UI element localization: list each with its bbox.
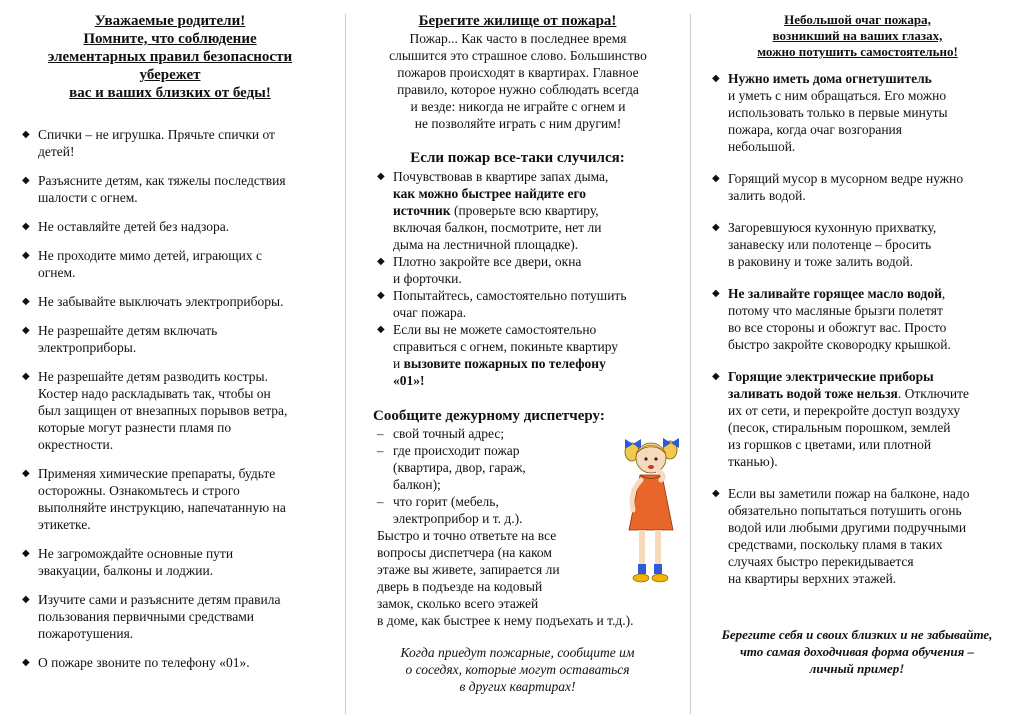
paragraph-line: этаже вы живете, запирается ли <box>377 562 560 577</box>
list-item <box>22 126 322 160</box>
list-item-line: Не проходите мимо детей, играющих с <box>38 248 262 263</box>
list-item-line: Не забывайте выключать электроприборы. <box>38 294 284 309</box>
list-item-line: О пожаре звоните по телефону «01». <box>38 655 250 670</box>
list-item-line: шалости с огнем. <box>38 190 138 205</box>
bullet-icon: ◆ <box>712 371 720 382</box>
intro-line: правило, которое нужно соблюдать всегда <box>397 82 639 97</box>
list-item-line: Изучите сами и разъясните детям правила <box>38 592 281 607</box>
list-item-line: Разъясните детям, как тяжелы последствия <box>38 173 286 188</box>
bullet-icon: ◆ <box>377 171 385 182</box>
emphasis-text: Нужно иметь дома огнетушитель <box>728 71 932 86</box>
dispatcher-subtitle: Сообщите дежурному диспетчеру: <box>373 408 605 424</box>
list-item-line: быстро закройте сковородку крышкой. <box>728 337 951 352</box>
list-item-line: Если вы заметили пожар на балконе, надо <box>728 486 970 501</box>
bullet-icon: ◆ <box>22 250 30 261</box>
closing-message <box>694 626 1020 677</box>
bullet-icon: ◆ <box>22 371 30 382</box>
list-item <box>377 493 607 527</box>
list-item-line: был защищен от внезапных порывов ветра, <box>38 403 288 418</box>
bullet-icon: ◆ <box>22 657 30 668</box>
list-item-line: занавеску или полотенце – бросить <box>728 237 932 252</box>
list-item-line <box>728 368 1017 385</box>
bullet-icon: ◆ <box>712 288 720 299</box>
list-item-line: что горит (мебель, <box>393 494 499 509</box>
neighbors-note <box>355 644 680 695</box>
bullet-icon: ◆ <box>22 325 30 336</box>
intro-line: слышится это страшное слово. Большинство <box>389 48 647 63</box>
bullet-icon: ◆ <box>712 173 720 184</box>
paragraph-line: вопросы диспетчера (на каком <box>377 545 552 560</box>
bullet-icon: ◆ <box>712 73 720 84</box>
list-item <box>22 293 322 310</box>
list-item-line: пользования первичными средствами <box>38 609 254 624</box>
note-line: Когда приедут пожарные, сообщите им <box>400 645 635 660</box>
intro-line: и везде: никогда не играйте с огнем и <box>410 99 626 114</box>
bullet-icon: ◆ <box>377 290 385 301</box>
list-item-line: дыма на лестничной площадке). <box>393 237 579 252</box>
small-fire-list <box>712 70 1017 587</box>
list-item-line: Загоревшуюся кухонную прихватку, <box>728 220 937 235</box>
list-item <box>22 591 322 642</box>
list-item <box>712 368 1017 470</box>
intro-line: не позволяйте играть с ним другим! <box>414 116 622 131</box>
list-item-line <box>728 285 1017 302</box>
column-small-fire <box>690 0 1024 724</box>
emphasis-text: «01»! <box>393 373 425 388</box>
list-item-line: Если вы не можете самостоятельно <box>393 322 597 337</box>
bullet-icon: ◆ <box>22 296 30 307</box>
list-item-line: очаг пожара. <box>393 305 467 320</box>
list-item-line: пожара, когда очаг возгорания <box>728 122 902 137</box>
bullet-icon: ◆ <box>22 221 30 232</box>
list-item-line: где происходит пожар <box>393 443 520 458</box>
parents-rules-list <box>22 126 322 671</box>
list-item-line <box>393 355 677 372</box>
list-item <box>377 287 677 321</box>
list-item-line: в раковину и тоже залить водой. <box>728 254 914 269</box>
bullet-icon: ◆ <box>22 468 30 479</box>
emphasis-text: вызовите пожарных по телефону <box>403 356 606 371</box>
paragraph-line: в доме, как быстрее к нему подъехать и т.д.). <box>377 613 634 628</box>
emphasis-text: как можно быстрее найдите его <box>393 186 586 201</box>
emphasis-text: Горящие электрические приборы <box>728 369 934 384</box>
list-item <box>712 170 1017 204</box>
small-fire-title-line: можно потушить самостоятельно! <box>757 44 958 59</box>
bullet-icon: ◆ <box>22 175 30 186</box>
list-item-line: тканью). <box>728 454 778 469</box>
list-item-line: Не разрешайте детям разводить костры. <box>38 369 268 384</box>
list-item-line: Спички – не игрушка. Прячьте спички от <box>38 127 275 142</box>
paragraph-line: замок, сколько всего этажей <box>377 596 539 611</box>
list-item-line: использовать только в первые минуты <box>728 105 948 120</box>
list-item-line: Применяя химические препараты, будьте <box>38 466 276 481</box>
list-item-text: . Отключите <box>897 386 970 401</box>
parents-title-line: элементарных правил безопасности <box>47 49 293 65</box>
list-item-line <box>728 70 1017 87</box>
list-item-text: (проверьте всю квартиру, <box>450 203 599 218</box>
list-item-line: из горшков с цветами, или плотной <box>728 437 932 452</box>
list-item-line: справиться с огнем, покиньте квартиру <box>393 339 619 354</box>
list-item-line: на квартиры верхних этажей. <box>728 571 897 586</box>
list-item-line: включая балкон, посмотрите, нет ли <box>393 220 602 235</box>
list-item-line: водой или любыми другими подручными <box>728 520 967 535</box>
paragraph-line: дверь в подъезде на кодовый <box>377 579 543 594</box>
parents-title-line: убережет <box>139 67 201 83</box>
list-item-line: электроприборы. <box>38 340 137 355</box>
bullet-icon: ◆ <box>22 548 30 559</box>
list-item-line: эвакуации, балконы и лоджии. <box>38 563 214 578</box>
list-item-line: балкон); <box>393 477 441 492</box>
list-item <box>377 253 677 287</box>
list-item-line: потому что масляные брызги полетят <box>728 303 943 318</box>
list-item <box>22 322 322 356</box>
list-item <box>712 219 1017 270</box>
dash-icon: – <box>377 443 384 458</box>
emphasis-text: Не заливайте горящее масло водой <box>728 286 942 301</box>
if-fire-subtitle: Если пожар все-таки случился: <box>410 150 625 166</box>
list-item <box>712 70 1017 155</box>
list-item-line: небольшой. <box>728 139 796 154</box>
list-item-line <box>728 385 1017 402</box>
parents-title-line: вас и ваших близких от беды! <box>69 85 271 101</box>
small-fire-title <box>700 12 1015 60</box>
bullet-icon: ◆ <box>712 222 720 233</box>
list-item-line: детей! <box>38 144 75 159</box>
list-item-line: Почувствовав в квартире запах дыма, <box>393 169 609 184</box>
list-item-line: Не загромождайте основные пути <box>38 546 234 561</box>
list-item-line: выполняйте инструкцию, напечатанную на <box>38 500 286 515</box>
paragraph-line: Быстро и точно ответьте на все <box>377 528 557 543</box>
list-item-line: и уметь с ним обращаться. Его можно <box>728 88 947 103</box>
list-item-line: и форточки. <box>393 271 462 286</box>
list-item <box>712 485 1017 587</box>
bullet-icon: ◆ <box>377 324 385 335</box>
emphasis-text: источник <box>393 203 451 218</box>
list-item-line: средствами, поскольку пламя в таких <box>728 537 943 552</box>
bullet-icon: ◆ <box>712 488 720 499</box>
list-item-line <box>393 185 677 202</box>
list-item-line: случаях быстро перекидывается <box>728 554 914 569</box>
closing-line: личный пример! <box>809 661 905 676</box>
list-item-line: Горящий мусор в мусорном ведре нужно <box>728 171 964 186</box>
list-item-line: Костер надо раскладывать так, чтобы он <box>38 386 271 401</box>
list-item <box>22 247 322 281</box>
closing-line: что самая доходчивая форма обучения – <box>739 644 975 659</box>
list-item-line: осторожны. Ознакомьтесь и строго <box>38 483 240 498</box>
emphasis-text: заливать водой тоже нельзя <box>728 386 898 401</box>
column-home-safety <box>345 0 690 724</box>
list-item-text: и <box>393 356 404 371</box>
list-item <box>22 368 322 453</box>
list-item-line: во все стороны и обожгут вас. Просто <box>728 320 947 335</box>
list-item-line: огнем. <box>38 265 76 280</box>
list-item-line: окрестности. <box>38 437 114 452</box>
list-item-line: которые могут разнести пламя по <box>38 420 232 435</box>
list-item <box>22 545 322 579</box>
bullet-icon: ◆ <box>377 256 385 267</box>
list-item-text: , <box>941 286 946 301</box>
intro-paragraph <box>353 30 683 132</box>
list-item <box>377 168 677 253</box>
dash-icon: – <box>377 494 384 509</box>
list-item-line: Попытайтесь, самостоятельно потушить <box>393 288 627 303</box>
if-fire-list <box>377 168 677 389</box>
list-item-line: (квартира, двор, гараж, <box>393 460 526 475</box>
list-item-line <box>393 202 677 219</box>
list-item-line: залить водой. <box>728 188 806 203</box>
list-item <box>712 285 1017 353</box>
list-item <box>22 172 322 206</box>
parents-title <box>20 12 320 102</box>
intro-line: Пожар... Как часто в последнее время <box>409 31 627 46</box>
note-line: в других квартирах! <box>459 679 576 694</box>
small-fire-title-line: возникший на ваших глазах, <box>772 28 943 43</box>
intro-line: пожаров происходят в квартирах. Главное <box>397 65 639 80</box>
list-item-line: свой точный адрес; <box>393 426 505 441</box>
small-fire-title-line: Небольшой очаг пожара, <box>784 12 931 27</box>
list-item-line <box>393 372 677 389</box>
list-item <box>22 654 322 671</box>
dash-icon: – <box>377 426 384 441</box>
dispatcher-list <box>377 425 607 527</box>
list-item <box>377 321 677 389</box>
list-item <box>22 465 322 533</box>
home-safety-title: Берегите жилище от пожара! <box>418 13 617 29</box>
list-item-line: Плотно закройте все двери, окна <box>393 254 582 269</box>
list-item-line: обязательно попытаться потушить огонь <box>728 503 962 518</box>
note-line: о соседях, которые могут оставаться <box>405 662 630 677</box>
list-item <box>22 218 322 235</box>
closing-line: Берегите себя и своих близких и не забывайте, <box>721 627 993 642</box>
list-item-line: пожаротушения. <box>38 626 134 641</box>
parents-title-line: Помните, что соблюдение <box>83 31 257 47</box>
list-item-line: Не разрешайте детям включать <box>38 323 218 338</box>
bullet-icon: ◆ <box>22 129 30 140</box>
list-item <box>377 442 607 493</box>
parents-title-line: Уважаемые родители! <box>94 13 246 29</box>
girl-illustration <box>615 430 685 595</box>
list-item-line: их от сети, и перекройте доступ воздуху <box>728 403 961 418</box>
list-item-line: этикетке. <box>38 517 91 532</box>
column-parents <box>0 0 345 724</box>
list-item-line: Не оставляйте детей без надзора. <box>38 219 230 234</box>
list-item-line: электроприбор и т. д.). <box>393 511 523 526</box>
list-item-line: (песок, стиральным порошком, землей <box>728 420 951 435</box>
list-item <box>377 425 607 442</box>
bullet-icon: ◆ <box>22 594 30 605</box>
